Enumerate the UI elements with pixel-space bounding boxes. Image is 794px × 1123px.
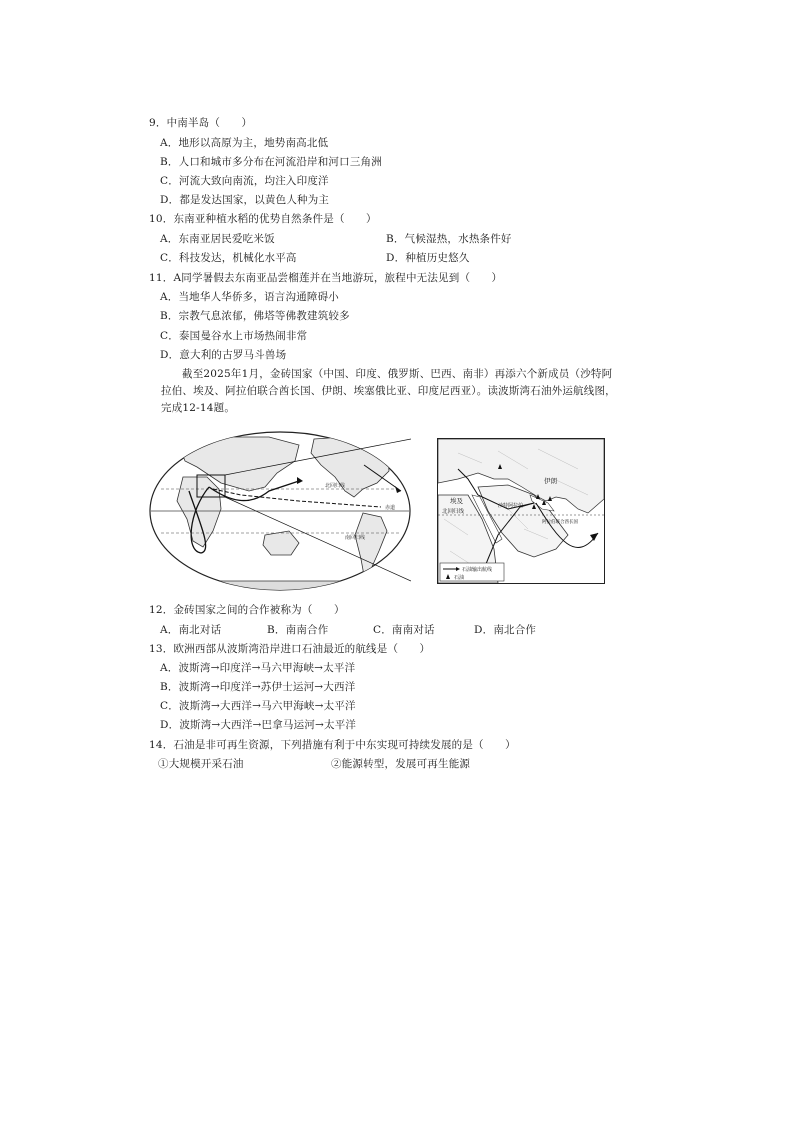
q10-stem: 10．东南亚种植水稻的优势自然条件是（ ） (149, 213, 377, 225)
q12-option-a: A．南北对话 (160, 624, 222, 636)
passage-text: 截至2025年1月，金砖国家（中国、印度、俄罗斯、巴西、南非）再添六个新成员（沙特阿拉伯、埃及、阿拉伯联合酋长国、伊朗、埃塞俄比亚、印度尼西亚）。读波斯湾石油外运航线图，完成12-14题。 (161, 368, 616, 414)
q11-option-b: B．宗教气息浓郁，佛塔等佛教建筑较多 (160, 310, 350, 322)
q12-stem: 12．金砖国家之间的合作被称为（ ） (149, 604, 345, 616)
inset-label-uae: 阿拉伯联合酋长国 (542, 520, 578, 525)
q10-option-c: C．科技发达，机械化水平高 (160, 252, 297, 264)
q9-option-d: D．都是发达国家，以黄色人种为主 (160, 194, 330, 206)
reading-passage (161, 366, 621, 417)
q11-stem: 11．A同学暑假去东南亚品尝榴莲并在当地游玩，旅程中无法见到（ ） (149, 272, 503, 284)
inset-map (437, 438, 605, 584)
q13-option-d: D．波斯湾→大西洋→巴拿马运河→太平洋 (160, 719, 357, 731)
q11-option-a: A．当地华人华侨多，语言沟通障碍小 (160, 291, 339, 303)
q13-option-b: B．波斯湾→印度洋→苏伊士运河→大西洋 (160, 681, 356, 693)
q12-option-c: C．南南对话 (373, 624, 435, 636)
legend-route-label: 石油输出航线 (462, 567, 493, 573)
q9-option-b: B．人口和城市多分布在河流沿岸和河口三角洲 (160, 156, 382, 168)
inset-label-egypt: 埃及 (450, 497, 463, 505)
inset-label-iran: 伊朗 (544, 477, 557, 485)
q13-option-c: C．波斯湾→大西洋→马六甲海峡→太平洋 (160, 700, 356, 712)
q13-option-a: A．波斯湾→印度洋→马六甲海峡→太平洋 (160, 662, 356, 674)
q12-option-b: B．南南合作 (267, 624, 329, 636)
q10-option-d: D．种植历史悠久 (386, 252, 470, 264)
q10-option-a: A．东南亚居民爱吃米饭 (160, 233, 275, 245)
world-map (149, 431, 411, 591)
q9-option-a: A．地形以高原为主，地势南高北低 (160, 137, 329, 149)
q14-stem: 14．石油是非可再生资源，下列措施有利于中东实现可持续发展的是（ ） (149, 739, 516, 751)
world-label-equator: 赤道 (385, 505, 396, 511)
inset-label-tropic-cancer: 北回归线 (442, 509, 465, 515)
q14-option-2: ②能源转型，发展可再生能源 (331, 758, 471, 770)
legend-oil-label: 石油 (454, 575, 465, 581)
q11-option-c: C．泰国曼谷水上市场热闹非常 (160, 330, 308, 342)
q12-option-d: D．南北合作 (474, 624, 537, 636)
q11-option-d: D．意大利的古罗马斗兽场 (160, 349, 287, 361)
q13-stem: 13．欧洲西部从波斯湾沿岸进口石油最近的航线是（ ） (149, 643, 431, 655)
q9-option-c: C．河流大致向南流，均注入印度洋 (160, 175, 329, 187)
world-label-tropic-cancer: 北回归线 (325, 483, 346, 489)
q10-option-b: B．气候湿热，水热条件好 (386, 233, 512, 245)
q14-option-1: ①大规模开采石油 (158, 758, 244, 770)
q9-stem: 9．中南半岛（ ） (149, 117, 253, 129)
inset-label-saudi: 沙特阿拉伯 (498, 503, 524, 509)
world-label-tropic-capricorn: 南回归线 (345, 535, 366, 541)
